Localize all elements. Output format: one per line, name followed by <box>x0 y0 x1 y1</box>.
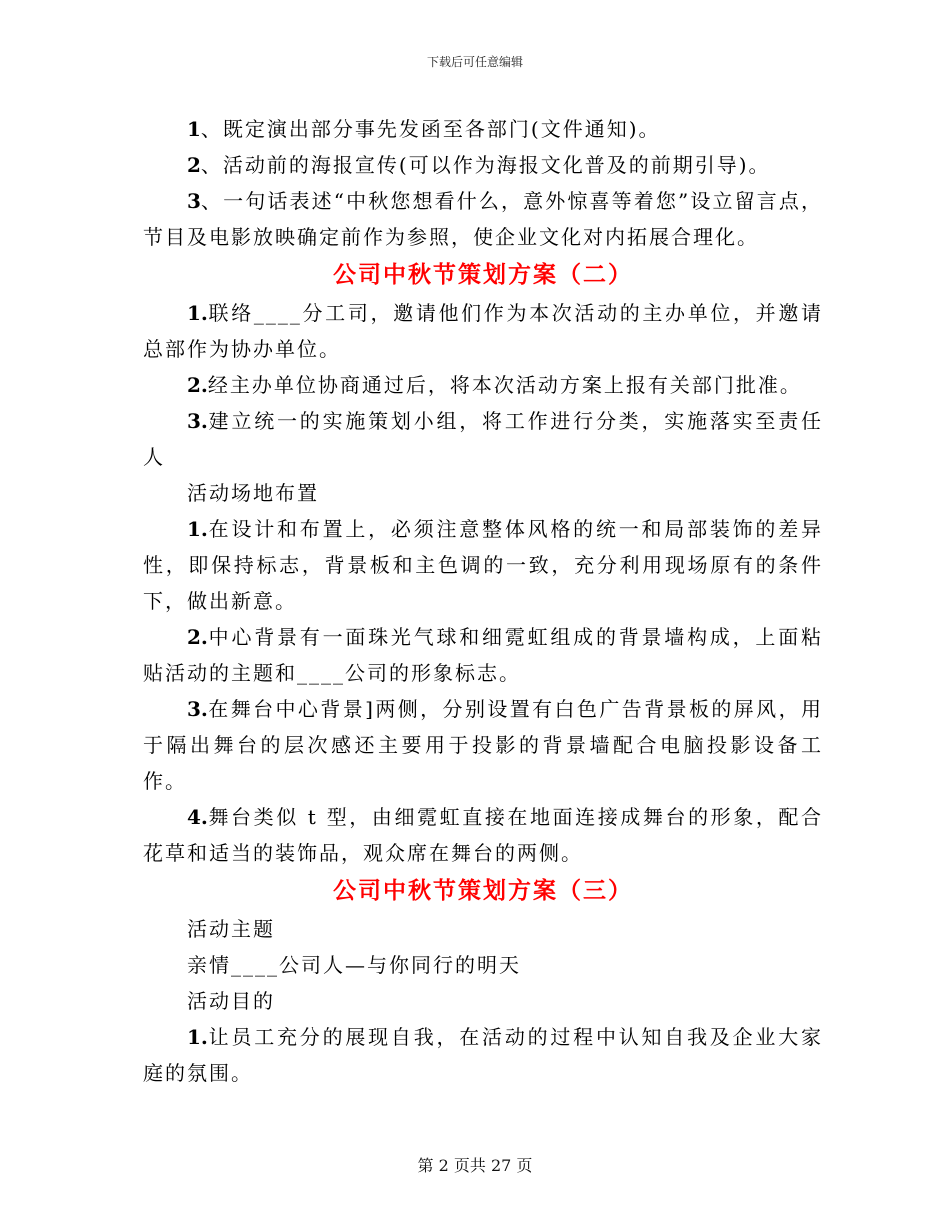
item-text: 让员工充分的展现自我，在活动的过程中认知自我及企业大家庭的氛围。 <box>143 1025 823 1085</box>
list-item <box>143 619 823 691</box>
list-item <box>143 367 823 403</box>
item-number: 2. <box>187 373 208 397</box>
list-item <box>143 403 823 475</box>
list-item <box>143 1019 823 1091</box>
subheading: 活动场地布置 <box>187 481 319 505</box>
item-number: 1 <box>187 117 201 141</box>
item-text: 、活动前的海报宣传(可以作为海报文化普及的前期引导)。 <box>200 153 771 177</box>
list-item <box>143 799 823 871</box>
list-item <box>143 183 823 255</box>
item-number: 3 <box>187 189 201 213</box>
item-number: 3. <box>187 409 208 433</box>
item-number: 2 <box>187 153 201 177</box>
item-number: 3. <box>187 697 208 721</box>
list-item <box>143 295 823 367</box>
item-text: 经主办单位协商通过后，将本次活动方案上报有关部门批准。 <box>207 373 802 397</box>
item-number: 1. <box>187 301 208 325</box>
item-text: 联络____分工司，邀请他们作为本次活动的主办单位，并邀请总部作为协办单位。 <box>143 301 823 361</box>
item-number: 1. <box>187 517 208 541</box>
item-text: 在舞台中心背景]两侧，分别设置有白色广告背景板的屏风，用于隔出舞台的层次感还主要用于投影的背景墙配合电脑投影设备工作。 <box>143 697 823 793</box>
section-title: 公司中秋节策划方案（三） <box>333 877 633 904</box>
item-text: 建立统一的实施策划小组，将工作进行分类，实施落实至责任人 <box>143 409 823 469</box>
item-number: 1. <box>187 1025 208 1049</box>
item-text: 舞台类似 t 型，由细霓虹直接在地面连接成舞台的形象，配合花草和适当的装饰品，观众席在舞台的两侧。 <box>143 805 823 865</box>
subheading: 活动目的 <box>187 989 275 1013</box>
document-body <box>143 111 823 1091</box>
item-text: 、一句话表述“中秋您想看什么，意外惊喜等着您”设立留言点，节目及电影放映确定前作为参照，使企业文化对内拓展合理化。 <box>143 189 823 249</box>
item-text: 中心背景有一面珠光气球和细霓虹组成的背景墙构成，上面粘贴活动的主题和____公司的形象标志。 <box>143 625 823 685</box>
section-title: 公司中秋节策划方案（二） <box>333 261 633 288</box>
list-item <box>143 111 823 147</box>
item-text: 在设计和布置上，必须注意整体风格的统一和局部装饰的差异性，即保持标志，背景板和主色调的一致，充分利用现场原有的条件下，做出新意。 <box>143 517 823 613</box>
item-text: 、既定演出部分事先发函至各部门(文件通知)。 <box>200 117 661 141</box>
list-item <box>143 511 823 619</box>
item-number: 2. <box>187 625 208 649</box>
subheading: 活动主题 <box>187 917 275 941</box>
list-item <box>143 147 823 183</box>
page-footer: 第 2 页共 27 页 <box>417 1156 533 1175</box>
theme-text: 亲情____公司人—与你同行的明天 <box>187 953 521 977</box>
item-number: 4. <box>187 805 208 829</box>
list-item <box>143 691 823 799</box>
page-header: 下载后可任意编辑 <box>426 55 523 69</box>
